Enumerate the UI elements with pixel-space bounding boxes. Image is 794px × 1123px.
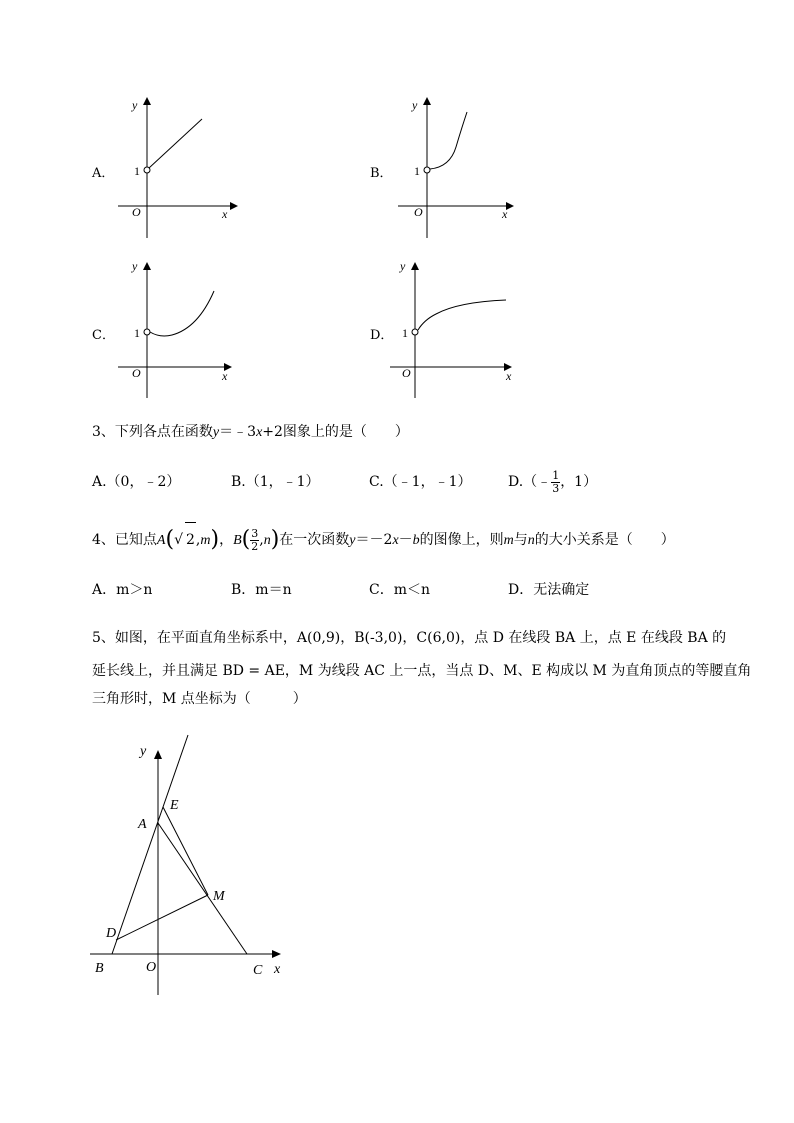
question-3: 3、下列各点在函数y＝﹣3x+2图象上的是（ ） <box>92 424 409 440</box>
graph-b <box>390 95 520 245</box>
graph-c <box>110 258 240 408</box>
q4-option-d: D．无法确定 <box>508 582 590 598</box>
x-axis-label: x <box>506 369 512 383</box>
option-label-d: D． <box>370 328 394 343</box>
q4-option-a: A．m＞n <box>92 582 153 598</box>
q3-option-d: D.（﹣ $\frac{1}{3}$ ，1） <box>508 468 598 495</box>
intercept-label: 1 <box>134 164 140 178</box>
question-4: 4、已知点A(√ 2,m)，B( $\frac{3}{2}$ ,n)在一次函数y＝－2x－b的图像上，则m与n的大小关系是（ ） <box>92 522 675 558</box>
origin-label: O <box>402 366 411 380</box>
fig-point-e: E <box>170 798 179 813</box>
q3-option-b: B.（1，﹣1） <box>231 474 320 490</box>
y-axis-label: y <box>400 259 406 273</box>
y-axis-label: y <box>412 98 418 112</box>
q3-option-a: A.（0，﹣2） <box>92 474 181 490</box>
origin-label: O <box>132 366 141 380</box>
option-label-b: B． <box>370 166 393 181</box>
option-label-c: C． <box>92 328 115 343</box>
fig-point-b: B <box>95 961 104 976</box>
graph-a <box>110 95 240 245</box>
intercept-label: 1 <box>402 326 408 340</box>
question-5-line-1: 5、如图，在平面直角坐标系中，A(0,9)，B(-3,0)，C(6,0)，点 D 在线段 BA 上，点 E 在线段 BA 的 <box>92 630 727 646</box>
q3-option-c: C.（﹣1，﹣1） <box>369 474 472 490</box>
intercept-label: 1 <box>134 326 140 340</box>
option-label-a: A． <box>92 166 115 181</box>
origin-label: O <box>132 205 141 219</box>
fig-x-label: x <box>274 962 281 977</box>
fig-point-m: M <box>213 889 225 904</box>
y-axis-label: y <box>132 259 138 273</box>
fig-origin-label: O <box>146 960 157 975</box>
x-axis-label: x <box>222 369 228 383</box>
q4-option-b: B．m＝n <box>231 582 292 598</box>
fig-y-label: y <box>140 744 147 759</box>
y-axis-label: y <box>132 98 138 112</box>
question-5-line-2: 延长线上，并且满足 BD = AE，M 为线段 AC 上一点，当点 D、M、E 构成以 M 为直角顶点的等腰直角 <box>92 663 752 679</box>
question-5-line-3: 三角形时，M 点坐标为（ ） <box>92 691 307 707</box>
origin-label: O <box>414 205 423 219</box>
x-axis-label: x <box>502 207 508 221</box>
x-axis-label: x <box>222 207 228 221</box>
graph-d <box>378 258 518 408</box>
intercept-label: 1 <box>414 164 420 178</box>
fig-point-d: D <box>106 926 117 941</box>
q5-figure <box>90 735 290 995</box>
q4-option-c: C．m＜n <box>369 582 431 598</box>
fig-point-c: C <box>253 963 263 978</box>
fig-point-a: A <box>138 817 147 832</box>
